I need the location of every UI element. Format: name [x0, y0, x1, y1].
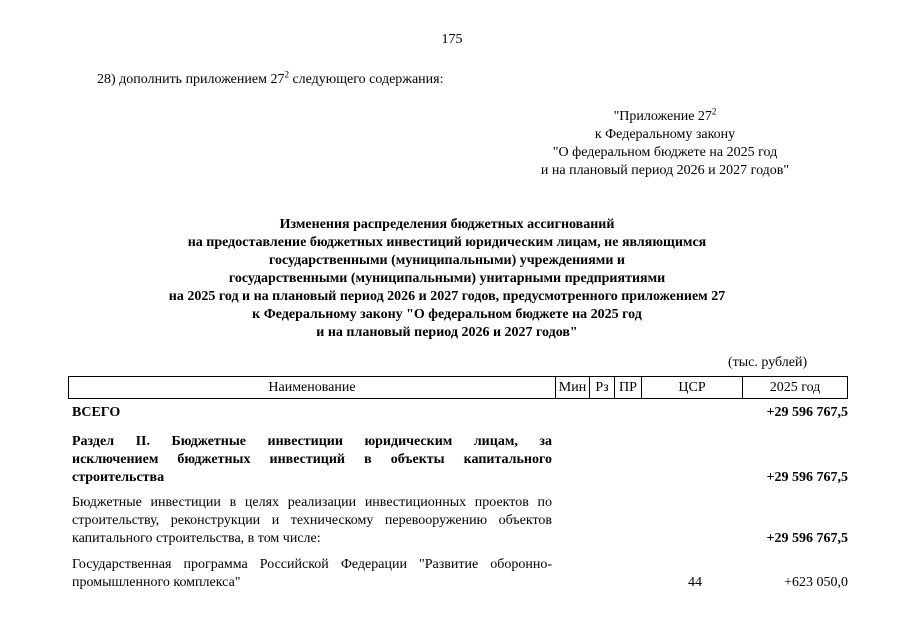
heading-line: на предоставление бюджетных инвестиций юридическим лицам, не являющимся [187, 235, 707, 250]
table-row-program-value: +623 050,0 [784, 575, 848, 590]
table-row-program-name [72, 556, 552, 592]
row-name-line: капитального строительства, в том числе: [72, 531, 321, 546]
appendix-line-4: и на плановый период 2026 и 2027 годов" [540, 163, 790, 178]
row-name-line: строительству, реконструкции и техническому перевооружению объектов [72, 513, 552, 528]
intro-text: 28) дополнить приложением 27 [97, 72, 285, 87]
row-name-line: Государственная программа Российской Федерации "Развитие оборонно- [72, 557, 552, 572]
header-year: 2025 год [743, 377, 848, 399]
appendix-line-2: к Федеральному закону [594, 127, 736, 142]
table-row-section-name [72, 433, 552, 487]
header-rz: Рз [590, 377, 615, 399]
heading-line: к Федеральному закону "О федеральном бюджете на 2025 год [252, 307, 642, 322]
heading-line: Изменения распределения бюджетных ассигнований [279, 217, 615, 232]
header-min: Мин [556, 377, 590, 399]
appendix-reference [520, 108, 810, 180]
intro-superscript: 2 [284, 69, 289, 80]
table-row-investments-value: +29 596 767,5 [766, 531, 848, 546]
header-csr: ЦСР [642, 377, 743, 399]
appendix-line-1-text: "Приложение 27 [613, 109, 712, 124]
heading-line: государственными (муниципальными) учреждениями и [269, 253, 625, 268]
units-label: (тыс. рублей) [728, 355, 808, 370]
table-row-total-name [72, 404, 552, 422]
row-name-line: строительства [72, 470, 165, 485]
document-heading [90, 216, 804, 342]
appendix-line-1 [520, 108, 810, 126]
table-row-section-value: +29 596 767,5 [766, 470, 848, 485]
amendment-intro [97, 69, 444, 88]
intro-tail: следующего содержания: [288, 72, 444, 87]
row-name-line: промышленного комплекса" [72, 575, 241, 590]
table-row-program-csr: 44 [688, 575, 702, 590]
appendix-superscript: 2 [711, 106, 717, 117]
header-name: Наименование [69, 377, 556, 399]
row-name-line: Раздел II. Бюджетные инвестиции юридическим лицам, за [72, 434, 552, 449]
heading-line: на 2025 год и на плановый период 2026 и 2027 годов, предусмотренного приложением 27 [168, 289, 726, 304]
row-name-line: Бюджетные инвестиции в целях реализации инвестиционных проектов по [72, 495, 552, 510]
table-row-total-value: +29 596 767,5 [766, 405, 848, 420]
row-name-line: исключением бюджетных инвестиций в объекты капитального [72, 452, 552, 467]
appendix-line-3: "О федеральном бюджете на 2025 год [552, 145, 778, 160]
table-row-investments-name [72, 494, 552, 548]
heading-line: и на плановый период 2026 и 2027 годов" [316, 325, 578, 340]
table-header [68, 376, 848, 399]
heading-line: государственными (муниципальными) унитарными предприятиями [228, 271, 666, 286]
page-number: 175 [441, 32, 463, 47]
row-name-line: ВСЕГО [72, 405, 121, 420]
header-pr: ПР [615, 377, 642, 399]
